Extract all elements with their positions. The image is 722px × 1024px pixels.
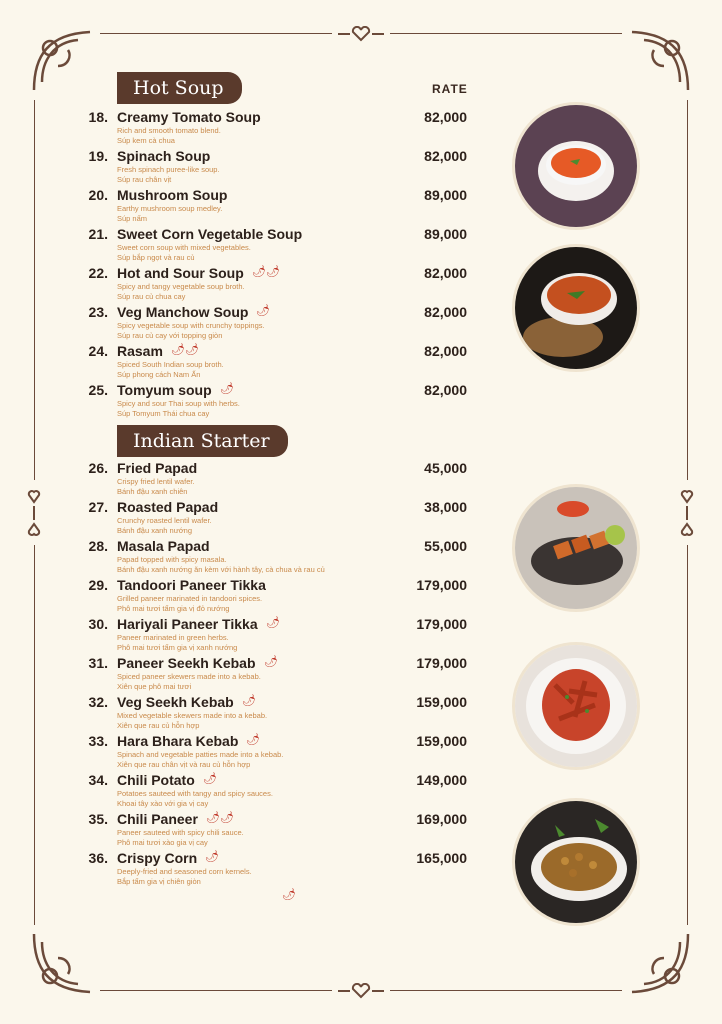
item-number: 24. bbox=[88, 343, 108, 359]
item-description-vi: Bánh đậu xanh chiên bbox=[117, 486, 188, 496]
item-price: 82,000 bbox=[424, 382, 467, 398]
item-description-vi: Súp bắp ngọt và rau củ bbox=[117, 252, 195, 262]
item-number: 22. bbox=[88, 265, 108, 281]
item-number: 27. bbox=[88, 499, 108, 515]
item-price: 89,000 bbox=[424, 226, 467, 242]
item-description-en: Spicy vegetable soup with crunchy toppings. bbox=[117, 321, 265, 330]
item-number: 33. bbox=[88, 733, 108, 749]
menu-item bbox=[80, 343, 480, 382]
item-name: Roasted Papad bbox=[117, 499, 219, 515]
chili-icon: 🌶 bbox=[264, 656, 278, 668]
item-description bbox=[117, 399, 240, 418]
frame-right-line bbox=[687, 545, 688, 925]
item-name: Tandoori Paneer Tikka bbox=[117, 577, 266, 593]
menu-item bbox=[80, 655, 480, 694]
chili-icon: 🌶 bbox=[242, 695, 256, 707]
item-number: 20. bbox=[88, 187, 108, 203]
item-price: 159,000 bbox=[416, 694, 467, 710]
heart-ornament-icon bbox=[26, 488, 42, 538]
item-price: 179,000 bbox=[416, 655, 467, 671]
item-description-vi: Bánh đậu xanh nướng ăn kèm với hành tây, cà chua và rau củ bbox=[117, 564, 325, 574]
item-description-vi: Khoai tây xào với gia vị cay bbox=[117, 798, 209, 808]
item-description bbox=[117, 711, 267, 730]
frame-right-line bbox=[687, 100, 688, 480]
item-description-vi: Bắp tẩm gia vị chiên giòn bbox=[117, 876, 201, 886]
item-description-vi: Phô mai tươi tẩm gia vị xanh nướng bbox=[117, 642, 238, 652]
item-description bbox=[117, 360, 224, 379]
item-name: Hara Bhara Kebab bbox=[117, 733, 239, 749]
chili-icon: 🌶 bbox=[246, 734, 260, 746]
item-description bbox=[117, 750, 283, 769]
frame-top-line bbox=[390, 33, 622, 34]
item-name: Paneer Seekh Kebab bbox=[117, 655, 256, 671]
item-description bbox=[117, 165, 220, 184]
item-description-vi: Súp rau củ chua cay bbox=[117, 291, 186, 301]
menu-item bbox=[80, 187, 480, 226]
item-price: 82,000 bbox=[424, 109, 467, 125]
item-price: 179,000 bbox=[416, 616, 467, 632]
chili-icon: 🌶🌶 bbox=[171, 344, 199, 356]
corner-ornament-icon bbox=[624, 26, 694, 96]
chili-icon: 🌶 bbox=[266, 617, 280, 629]
item-price: 159,000 bbox=[416, 733, 467, 749]
frame-left-line bbox=[34, 545, 35, 925]
item-name: Veg Seekh Kebab bbox=[117, 694, 234, 710]
corner-ornament-icon bbox=[28, 928, 98, 998]
item-number: 35. bbox=[88, 811, 108, 827]
item-number: 25. bbox=[88, 382, 108, 398]
item-description-vi: Bánh đậu xanh nướng bbox=[117, 525, 192, 535]
item-name: Mushroom Soup bbox=[117, 187, 228, 203]
item-price: 165,000 bbox=[416, 850, 467, 866]
frame-bottom-line bbox=[100, 990, 332, 991]
frame-bottom-line bbox=[390, 990, 622, 991]
item-description-vi: Súp rau củ cay với topping giòn bbox=[117, 330, 223, 340]
item-description bbox=[117, 477, 195, 496]
item-description bbox=[117, 126, 221, 145]
chili-icon: 🌶 bbox=[220, 383, 234, 395]
item-name: Sweet Corn Vegetable Soup bbox=[117, 226, 303, 242]
heart-ornament-icon bbox=[336, 26, 386, 42]
frame-left-line bbox=[34, 100, 35, 480]
menu-item bbox=[80, 460, 480, 499]
menu-item bbox=[80, 850, 480, 889]
item-description bbox=[117, 204, 222, 223]
section-title-indian-starter: Indian Starter bbox=[117, 425, 288, 457]
item-description bbox=[117, 282, 245, 301]
item-description-vi: Xiên que rau chân vịt và rau củ hỗn hợp bbox=[117, 759, 251, 769]
item-description bbox=[117, 321, 265, 340]
item-price: 38,000 bbox=[424, 499, 467, 515]
item-description-en: Spicy and tangy vegetable soup broth. bbox=[117, 282, 245, 291]
item-description-en: Crunchy roasted lentil wafer. bbox=[117, 516, 212, 525]
item-number: 34. bbox=[88, 772, 108, 788]
item-number: 28. bbox=[88, 538, 108, 554]
item-description bbox=[117, 789, 273, 808]
item-number: 21. bbox=[88, 226, 108, 242]
item-price: 55,000 bbox=[424, 538, 467, 554]
item-description bbox=[117, 516, 212, 535]
menu-item bbox=[80, 811, 480, 850]
paneer-tikka-photo bbox=[512, 484, 640, 612]
menu-item bbox=[80, 616, 480, 655]
item-price: 82,000 bbox=[424, 343, 467, 359]
item-description-en: Paneer sauteed with spicy chili sauce. bbox=[117, 828, 244, 837]
chili-icon: 🌶 bbox=[282, 889, 296, 901]
item-number: 18. bbox=[88, 109, 108, 125]
item-name: Masala Papad bbox=[117, 538, 210, 554]
item-name: Fried Papad bbox=[117, 460, 198, 476]
item-description-vi: Phô mai tươi xào gia vị cay bbox=[117, 837, 208, 847]
menu-item bbox=[80, 148, 480, 187]
item-number: 32. bbox=[88, 694, 108, 710]
item-description-vi: Súp kem cà chua bbox=[117, 135, 175, 145]
item-price: 82,000 bbox=[424, 148, 467, 164]
item-description-vi: Xiên que phô mai tươi bbox=[117, 681, 192, 691]
item-price: 45,000 bbox=[424, 460, 467, 476]
item-name: Hariyali Paneer Tikka bbox=[117, 616, 258, 632]
item-description-en: Fresh spinach puree-like soup. bbox=[117, 165, 220, 174]
menu-item bbox=[80, 577, 480, 616]
item-name: Spinach Soup bbox=[117, 148, 211, 164]
menu-item bbox=[80, 109, 480, 148]
item-description bbox=[117, 672, 261, 691]
item-number: 29. bbox=[88, 577, 108, 593]
item-description-en: Sweet corn soup with mixed vegetables. bbox=[117, 243, 251, 252]
item-number: 30. bbox=[88, 616, 108, 632]
item-description-vi: Súp Tomyum Thái chua cay bbox=[117, 408, 210, 418]
item-description-en: Mixed vegetable skewers made into a kebab. bbox=[117, 711, 268, 720]
menu-item bbox=[80, 499, 480, 538]
frame-top-line bbox=[100, 33, 332, 34]
item-number: 31. bbox=[88, 655, 108, 671]
menu-item bbox=[80, 304, 480, 343]
item-number: 23. bbox=[88, 304, 108, 320]
item-description-en: Potatoes sauteed with tangy and spicy sauces. bbox=[117, 789, 273, 798]
item-description-en: Rich and smooth tomato blend. bbox=[117, 126, 221, 135]
item-description-vi: Phô mai tươi tẩm gia vị đỏ nướng bbox=[117, 603, 230, 613]
item-description-en: Deeply-fried and seasoned corn kernels. bbox=[117, 867, 252, 876]
item-description bbox=[117, 555, 325, 574]
item-description bbox=[117, 633, 237, 652]
menu-item bbox=[80, 226, 480, 265]
item-price: 149,000 bbox=[416, 772, 467, 788]
item-description bbox=[117, 867, 252, 886]
section-title-hot-soup: Hot Soup bbox=[117, 72, 242, 104]
item-description-en: Spiced South Indian soup broth. bbox=[117, 360, 224, 369]
item-name: Chili Potato bbox=[117, 772, 195, 788]
item-description-vi: Súp rau chân vịt bbox=[117, 174, 172, 184]
item-price: 82,000 bbox=[424, 265, 467, 281]
menu-item bbox=[80, 382, 480, 421]
item-number: 26. bbox=[88, 460, 108, 476]
item-name: Tomyum soup bbox=[117, 382, 212, 398]
heart-ornament-icon bbox=[679, 488, 695, 538]
item-number: 19. bbox=[88, 148, 108, 164]
soup-bowl-photo bbox=[512, 244, 640, 372]
chili-potato-photo bbox=[512, 642, 640, 770]
item-description-en: Earthy mushroom soup medley. bbox=[117, 204, 223, 213]
item-description-vi: Súp nấm bbox=[117, 213, 148, 223]
item-description-en: Paneer marinated in green herbs. bbox=[117, 633, 229, 642]
item-price: 82,000 bbox=[424, 304, 467, 320]
item-description-en: Spinach and vegetable patties made into a kebab. bbox=[117, 750, 284, 759]
item-description-en: Grilled paneer marinated in tandoori spices. bbox=[117, 594, 263, 603]
item-description bbox=[117, 594, 262, 613]
tomato-soup-photo bbox=[512, 102, 640, 230]
heart-ornament-icon bbox=[336, 983, 386, 999]
menu-item bbox=[80, 733, 480, 772]
menu-item bbox=[80, 772, 480, 811]
item-name: Crispy Corn bbox=[117, 850, 198, 866]
crispy-corn-photo bbox=[512, 798, 640, 926]
item-description-vi: Xiên que rau củ hỗn hợp bbox=[117, 720, 200, 730]
corner-ornament-icon bbox=[28, 26, 98, 96]
item-name: Veg Manchow Soup bbox=[117, 304, 249, 320]
item-description bbox=[117, 243, 251, 262]
item-price: 89,000 bbox=[424, 187, 467, 203]
item-number: 36. bbox=[88, 850, 108, 866]
corner-ornament-icon bbox=[624, 928, 694, 998]
item-description-vi: Súp phong cách Nam Ấn bbox=[117, 369, 201, 379]
rate-column-header: RATE bbox=[432, 82, 468, 96]
menu-item bbox=[80, 538, 480, 577]
item-price: 179,000 bbox=[416, 577, 467, 593]
item-name: Hot and Sour Soup bbox=[117, 265, 244, 281]
item-description-en: Spiced paneer skewers made into a kebab. bbox=[117, 672, 261, 681]
item-price: 169,000 bbox=[416, 811, 467, 827]
chili-icon: 🌶🌶 bbox=[252, 266, 280, 278]
chili-icon: 🌶🌶 bbox=[206, 812, 234, 824]
chili-icon: 🌶 bbox=[205, 851, 219, 863]
item-name: Chili Paneer bbox=[117, 811, 198, 827]
item-description-en: Spicy and sour Thai soup with herbs. bbox=[117, 399, 240, 408]
item-name: Rasam bbox=[117, 343, 163, 359]
menu-item bbox=[80, 694, 480, 733]
menu-item bbox=[80, 265, 480, 304]
chili-icon: 🌶 bbox=[203, 773, 217, 785]
item-name: Creamy Tomato Soup bbox=[117, 109, 261, 125]
item-description bbox=[117, 828, 244, 847]
item-description-en: Crispy fried lentil wafer. bbox=[117, 477, 195, 486]
item-description-en: Papad topped with spicy masala. bbox=[117, 555, 227, 564]
chili-icon: 🌶 bbox=[256, 305, 270, 317]
